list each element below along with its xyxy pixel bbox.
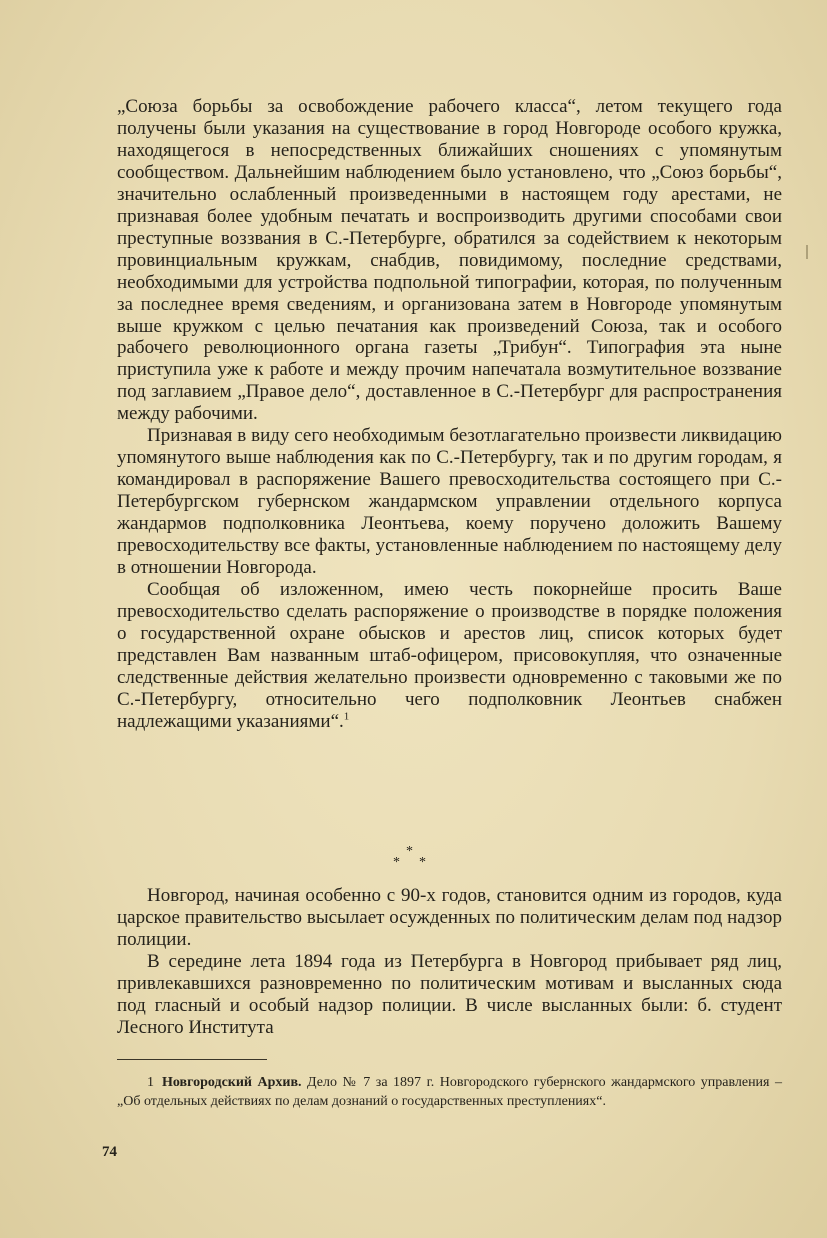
footnote-number: 1 — [147, 1075, 154, 1090]
paragraph-request — [117, 579, 782, 733]
main-text-bottom — [117, 885, 782, 1039]
paragraph-1894: В середине лета 1894 года из Петербурга в Новгород прибывает ряд лиц, привлекавшихся разновременно по политическим мотивам и высланных сюда под гласный и особый надзор полиции. В числе высланных были: б. студент Лесного Института — [117, 950, 782, 1038]
footnote-reference: 1 — [343, 710, 350, 723]
footnote-divider — [117, 1059, 267, 1060]
paragraph-liquidation: Признавая в виду сего необходимым безотлагательно произвести ликвидацию упомянутого выше наблюдения как по С.-Петербургу, так и по другим городам, я командировал в распоряжение Вашего превосходительства состоящего при С.-Петербургском губернском жандармском управлении отдельного корпуса жандармов подполковника Леонтьева, коему поручено доложить Вашему превосходительству все факты, установленные наблюдением по настоящему делу в отношении Новгорода. — [117, 425, 782, 579]
asterisk-right: * — [419, 855, 426, 870]
asterisk-top: * — [406, 844, 413, 859]
margin-mark — [806, 245, 808, 259]
paragraph-request-text: Сообщая об изложенном, имею честь покорнейше просить Ваше превосходительство сделать распоряжение о производстве в порядке положения о государственной охране обысков и арестов лиц, список которых будет представлен Вам названным штаб-офицером, присовокупляя, что означенные следственные действия желательно произвести одновременно с таковыми же по С.-Петербургу, относительно чего подполковник Леонтьев снабжен надлежащими указаниями“. — [117, 578, 782, 732]
footnote — [117, 1073, 782, 1111]
section-asterism — [393, 844, 453, 874]
main-text-top — [117, 96, 782, 733]
asterisk-left: * — [393, 855, 400, 870]
paragraph-novgorod-exile: Новгород, начиная особенно с 90-х годов, становится одним из городов, куда царское правительство высылает осужденных по политическим делам под надзор полиции. — [117, 885, 782, 950]
paragraph-letter-quote: „Союза борьбы за освобождение рабочего класса“, летом текущего года получены были указания на существование в город Новгороде особого кружка, находящегося в непосредственных ближайших сношениях с упомянутым сообществом. Дальнейшим наблюдением было установлено, что „Союз борьбы“, значительно ослабленный произведенными в настоящем году арестами, не признавая более удобным печатать и воспроизводить другими способами свои преступные воззвания в С.-Петербурге, обратился за содействием к некоторым провинциальным кружкам, снабдив, повидимому, последние средствами, необходимыми для устройства подпольной типографии, которая, по полученным за последнее время сведениям, и организована затем в Новгороде упомянутым выше кружком с целью печатания как произведений Союза, так и особого рабочего революционного органа газеты „Трибун“. Типография эта ныне приступила уже к работе и между прочим напечатала возмутительное воззвание под заглавием „Правое дело“, доставленное в С.-Петербург для распространения между рабочими. — [117, 96, 782, 425]
footnote-text: Дело № 7 за 1897 г. Новгородского губернского жандармского управления – „Об отдельных действиях по делам дознаний о государственных преступлениях“. — [117, 1075, 782, 1109]
page-number: 74 — [102, 1144, 117, 1160]
footnote-archive: Новгородский Архив. — [162, 1075, 302, 1090]
